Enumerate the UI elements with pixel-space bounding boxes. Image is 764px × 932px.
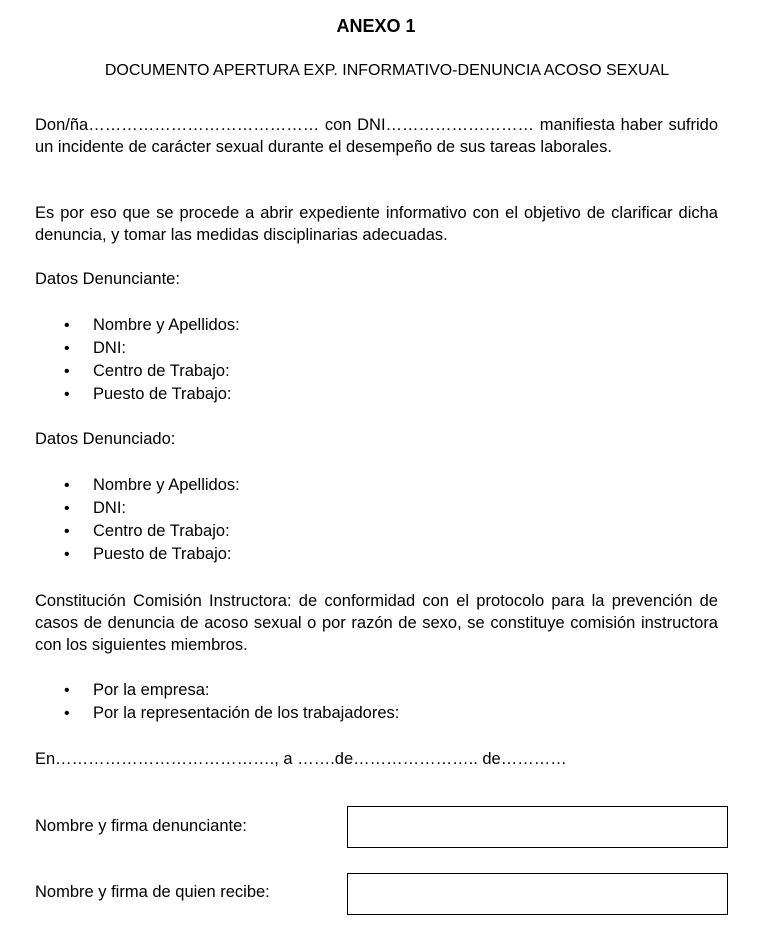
complainant-heading: Datos Denunciante: xyxy=(35,270,180,288)
commission-member-workers: • Por la representación de los trabajadores: xyxy=(35,702,399,725)
accused-heading: Datos Denunciado: xyxy=(35,430,176,448)
commission-paragraph: Constitución Comisión Instructora: de conformidad con el protocolo para la prevención de casos de denuncia de acoso sexual o por razón de sexo, se constituye comisión instructora con los siguientes miembros. xyxy=(35,592,718,654)
receiver-signature-box[interactable] xyxy=(347,873,728,915)
document-title: DOCUMENTO APERTURA EXP. INFORMATIVO-DENUNCIA ACOSO SEXUAL xyxy=(104,62,670,79)
place-date-line: En…………………………………., a …….de………………….. de………… xyxy=(35,750,567,768)
accused-fields-list xyxy=(35,474,240,566)
commission-member-company: • Por la empresa: xyxy=(35,679,399,702)
commission-members-list xyxy=(35,679,399,725)
complainant-signature-box[interactable] xyxy=(347,806,728,848)
complainant-fields-list xyxy=(35,314,240,406)
complainant-field-name: • Nombre y Apellidos: xyxy=(35,314,240,337)
accused-field-workplace: • Centro de Trabajo: xyxy=(35,520,240,543)
annex-title: ANEXO 1 xyxy=(336,16,416,36)
intro-paragraph: Don/ña…………………………………… con DNI……………………… manifiesta haber sufrido un incidente de carácter sexual durante el desempeño de sus tareas laborales. xyxy=(35,116,718,156)
receiver-signature-label: Nombre y firma de quien recibe: xyxy=(35,883,270,901)
accused-field-position: • Puesto de Trabajo: xyxy=(35,543,240,566)
complainant-field-workplace: • Centro de Trabajo: xyxy=(35,360,240,383)
purpose-paragraph: Es por eso que se procede a abrir expediente informativo con el objetivo de clarificar dicha denuncia, y tomar las medidas disciplinarias adecuadas. xyxy=(35,204,718,244)
accused-field-name: • Nombre y Apellidos: xyxy=(35,474,240,497)
complainant-field-position: • Puesto de Trabajo: xyxy=(35,383,240,406)
accused-field-dni: • DNI: xyxy=(35,497,240,520)
complainant-signature-label: Nombre y firma denunciante: xyxy=(35,817,247,835)
complainant-field-dni: • DNI: xyxy=(35,337,240,360)
